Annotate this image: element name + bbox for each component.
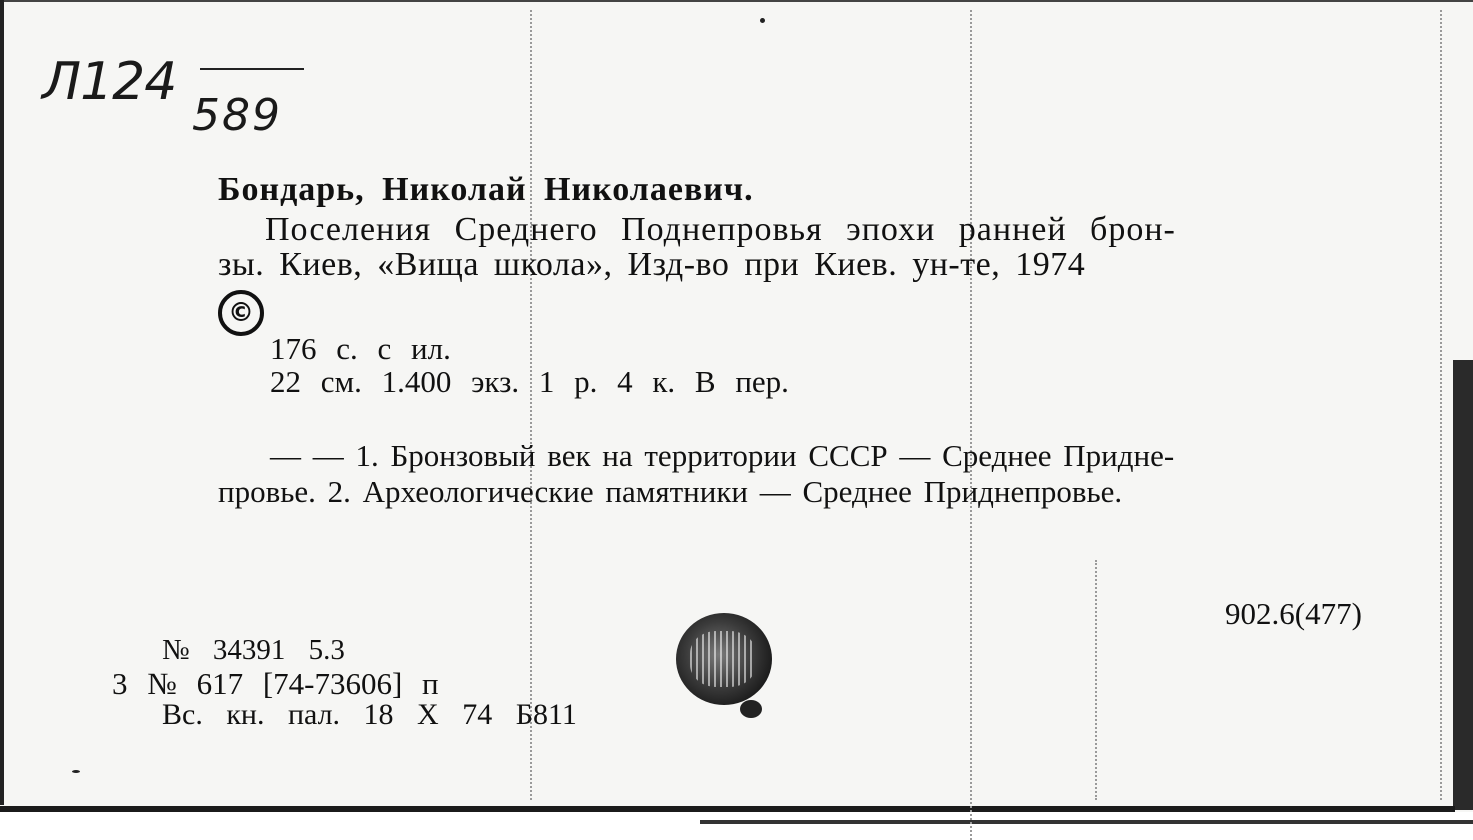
title-line-1: Поселения Среднего Поднепровья эпохи ранней брон- (265, 211, 1176, 248)
size-price-info: 22 см. 1.400 экз. 1 р. 4 к. В пер. (270, 364, 789, 399)
subject-headings-line-2: провье. 2. Археологические памятники — Среднее Приднепровье. (218, 474, 1123, 509)
record-number-line: № 34391 5.3 (162, 634, 345, 666)
shelfmark-fraction-bar (200, 68, 304, 70)
classification-code: 902.6(477) (1225, 596, 1362, 631)
title-line-2: зы. Киев, «Вища школа», Изд-во при Киев. ун-те, 1974 (218, 246, 1086, 283)
scan-background (0, 812, 1473, 840)
fold-line (1440, 10, 1442, 800)
ink-speck (760, 18, 765, 23)
ink-speck (72, 770, 80, 773)
scan-bottom-line (700, 820, 1473, 824)
card-left-edge (0, 0, 4, 805)
card-right-edge (1453, 360, 1473, 810)
shelfmark-main: Л124 (42, 52, 177, 112)
copyright-icon: © (218, 290, 264, 336)
subject-headings-line-1: — — 1. Бронзовый век на территории СССР — Среднее Придне- (270, 438, 1175, 473)
card-top-edge (0, 0, 1473, 2)
ink-smudge (740, 700, 762, 718)
shelfmark-sub: 589 (192, 90, 282, 141)
fold-line (530, 10, 532, 800)
fold-line (1095, 560, 1097, 800)
author-heading: Бондарь, Николай Николаевич. (218, 171, 754, 208)
chamber-line: Вс. кн. пал. 18 Х 74 Б811 (162, 698, 577, 731)
order-number-line: 3 № 617 [74-73606] п (112, 666, 439, 701)
ink-stamp (676, 613, 772, 705)
pages-info: 176 с. с ил. (270, 331, 451, 366)
fold-line (970, 10, 972, 840)
